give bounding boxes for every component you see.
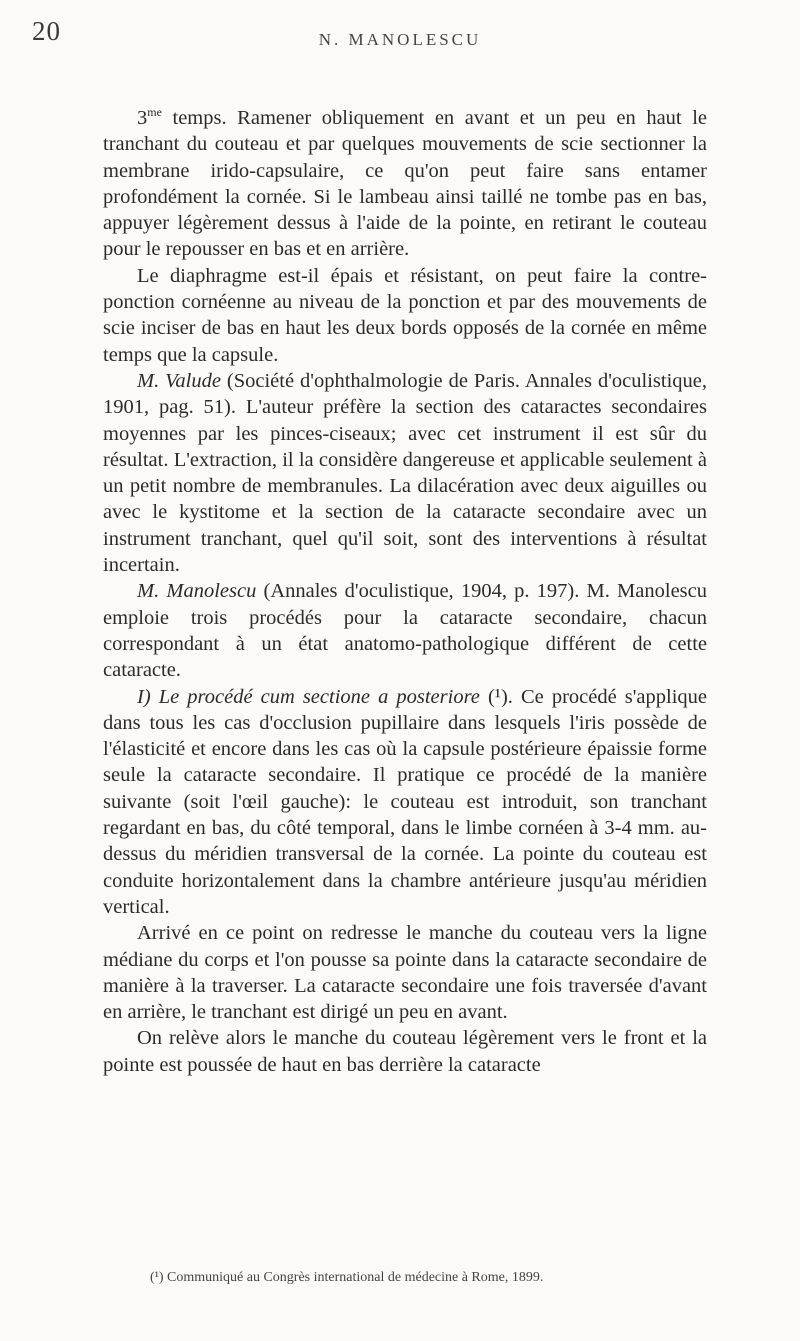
paragraph-2 [103,263,707,368]
paragraph-3 [103,368,707,578]
footnote: (¹) Communiqué au Congrès international de médecine à Rome, 1899. [150,1270,544,1285]
running-head: N. MANOLESCU [318,30,482,49]
paragraph-6 [103,920,707,1025]
paragraph-5-text: . Ce procédé s'applique dans tous les cas d'occlusion pupillaire dans lesquels l'iris possède de l'élasticité et encore dans les cas où la capsule postérieure épaissie forme seule la cataracte secondaire. Il pratique ce procédé de la manière suivante (soit l'œil gauche): le couteau est introduit, son tranchant regardant en bas, du côté temporal, dans le limbe cornéen à 3-4 mm. au-dessus du méridien transversal de la cornée. La pointe du couteau est conduite horizontalement dans la chambre antérieure jusqu'au méridien vertical. [103,685,708,918]
page-number: 20 [32,16,61,46]
paragraph-2-text: Le diaphragme est-il épais et résistant, on peut faire la contre-ponction cornéenne au niveau de la ponction et par des mouvements de scie inciser de bas en haut les deux bords opposés de la cornée en même temps que la capsule. [103,264,707,366]
paragraph-1-lead-superscript: me [147,105,162,120]
paragraph-3-text: (Société d'ophthalmologie de Paris. Annales d'oculistique, 1901, pag. 51). L'auteur préfère la section des cataractes secondaires moyennes par les pinces-ciseaux; avec cet instrument il est sûr du résultat. L'extraction, il la considère dangereuse et applicable seulement à un petit nombre de membranules. La dilacération avec deux aiguilles ou avec le kystitome et la section de la cataracte secondaire avec un instrument tranchant, quel qu'il soit, sont des interventions à résultat incertain. [103,369,707,577]
paragraph-4-text: (Annales d'oculistique, 1904, p. 197). M. Manolescu emploie trois procédés pour la cataracte secondaire, chacun correspondant à un état anatomo-pathologique différent de cette cataracte. [103,580,708,682]
paragraph-1 [103,105,707,263]
paragraph-3-author: M. Valude [137,369,221,392]
paragraph-5 [103,684,707,921]
paragraph-4-author: M. Manolescu [137,580,257,603]
footnote-reference: (¹) [487,685,508,708]
paragraph-5-heading: I) Le procédé cum sectione a posteriore [137,685,480,708]
paragraph-7 [103,1025,707,1078]
paragraph-4 [103,578,707,683]
paragraph-7-text: On relève alors le manche du couteau légèrement vers le front et la pointe est poussée de haut en bas derrière la cataracte [103,1027,707,1076]
paragraph-6-text: Arrivé en ce point on redresse le manche du couteau vers la ligne médiane du corps et l'on pousse sa pointe dans la cataracte secondaire de manière à la traverser. La cataracte secondaire une fois traversée d'avant en arrière, le tranchant est dirigé un peu en avant. [103,922,707,1024]
body-text [103,105,707,1078]
paragraph-1-text: temps. Ramener obliquement en avant et un peu en haut le tranchant du couteau et par quelques mouvements de scie sectionner la membrane irido-capsulaire, ce qu'on peut faire sans entamer profondément la cornée. Si le lambeau ainsi taillé ne tombe pas en bas, appuyer légèrement dessus à l'aide de la pointe, en retirant le couteau pour le repousser en bas et en arrière. [103,107,707,261]
paragraph-1-lead-number: 3 [137,107,148,129]
